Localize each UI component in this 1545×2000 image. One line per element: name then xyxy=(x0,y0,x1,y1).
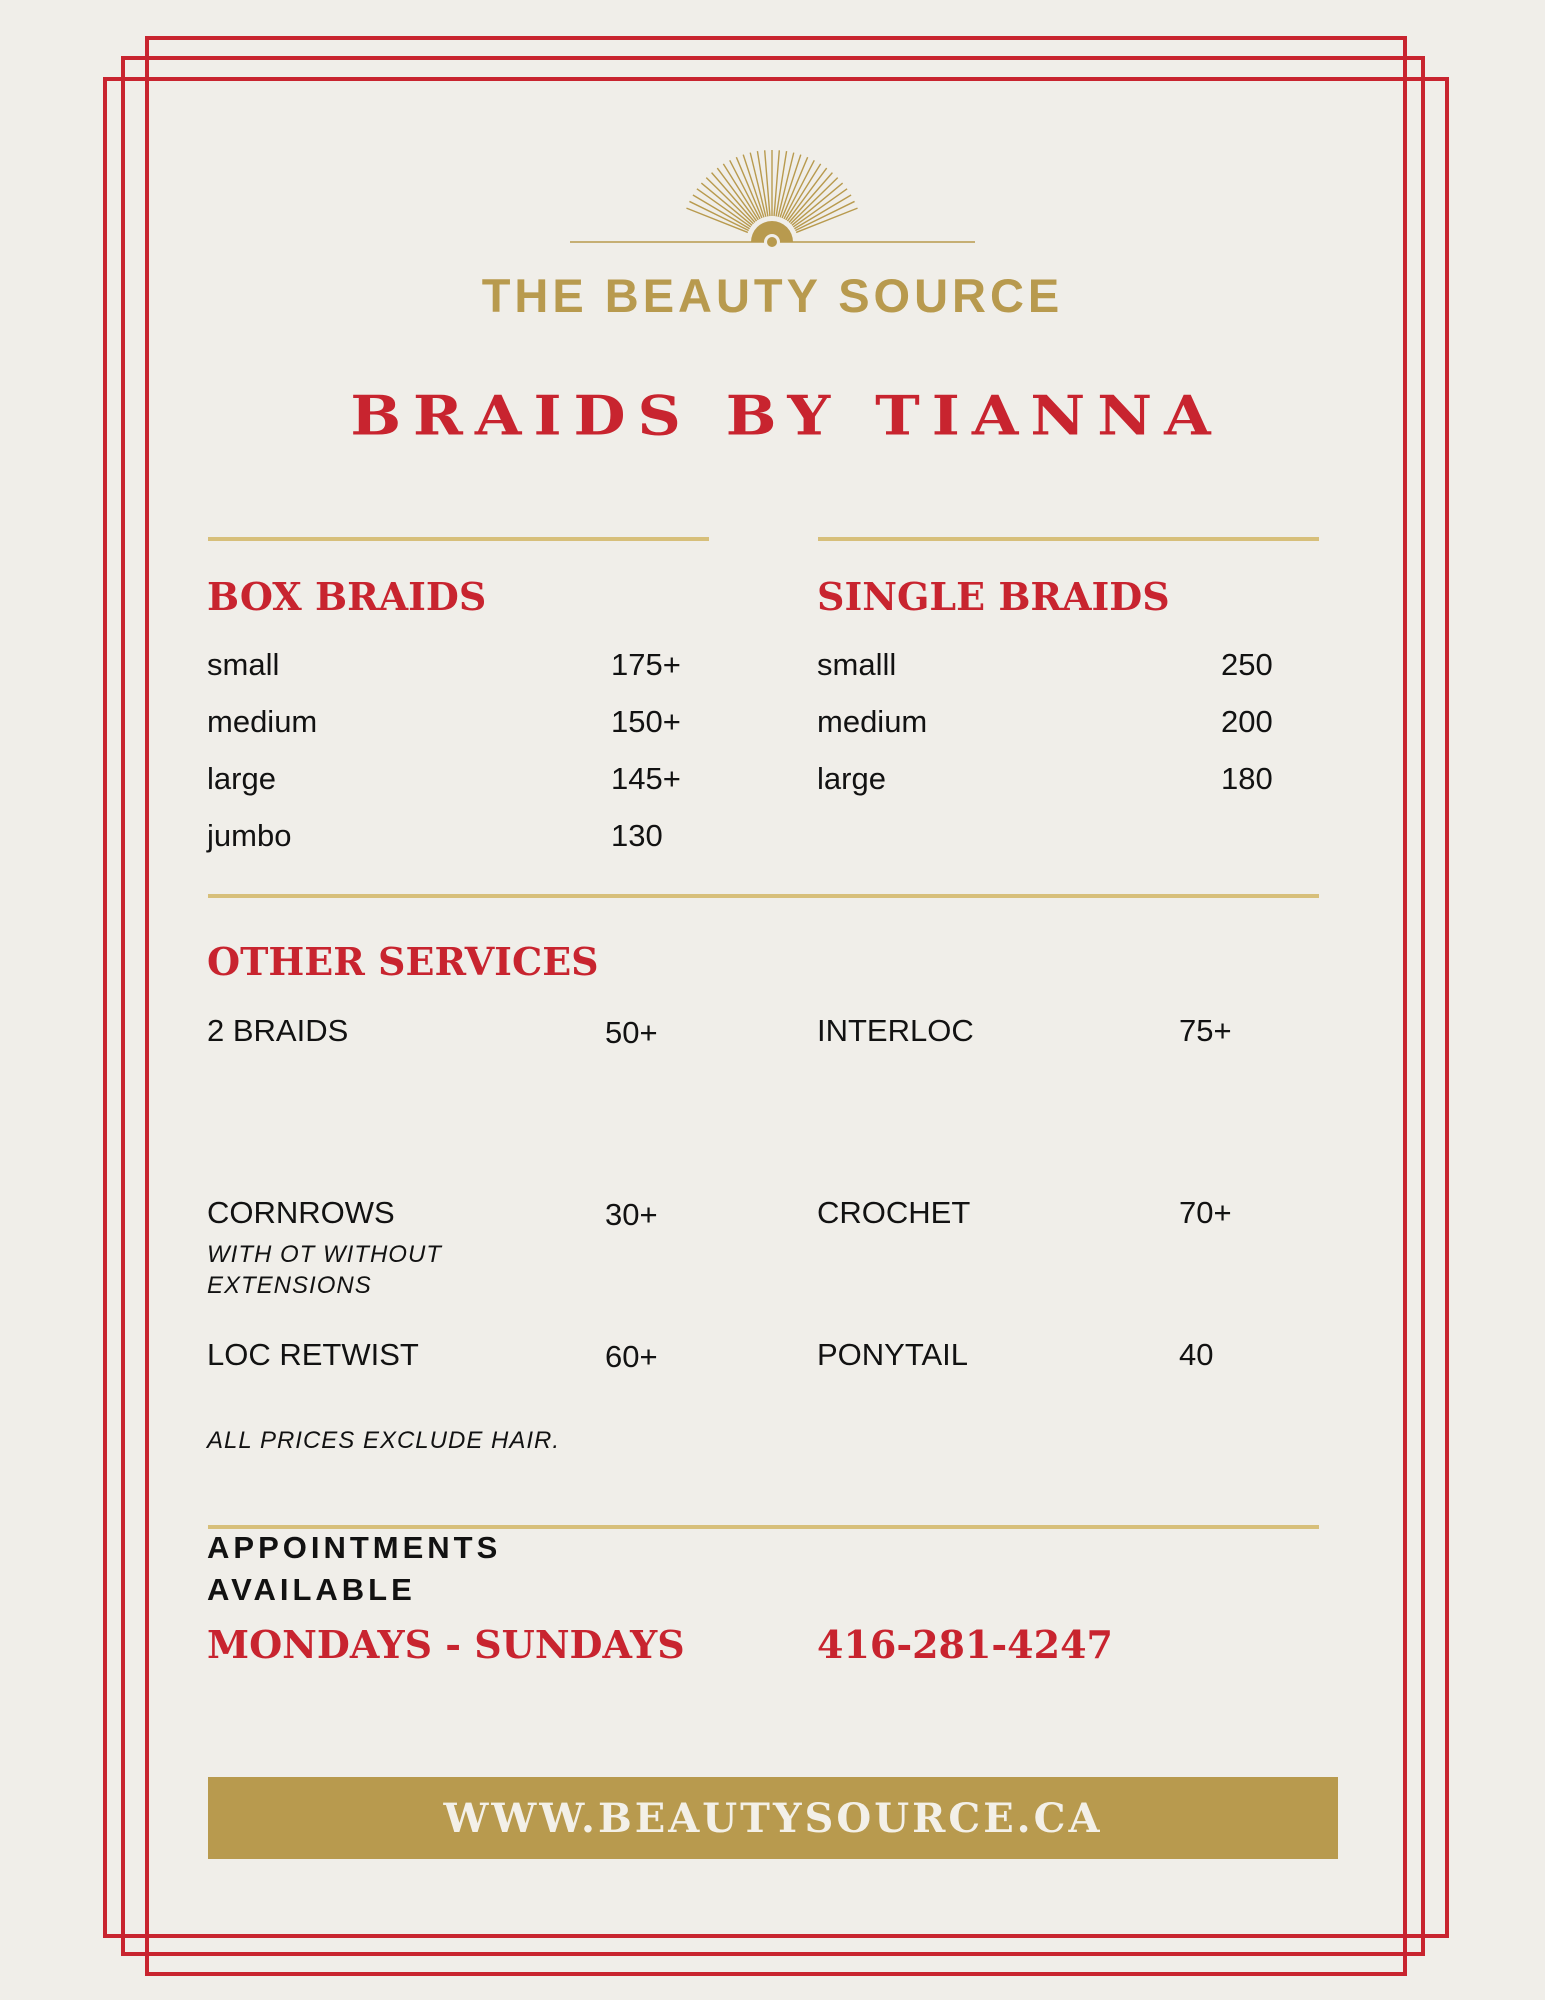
sunburst-icon xyxy=(565,135,980,255)
single-price-large: 180 xyxy=(1221,761,1273,796)
rule-right xyxy=(818,537,1319,541)
page-title: BRAIDS BY TIANNA xyxy=(350,385,1223,448)
sunburst-ray xyxy=(686,208,747,232)
service-cornrows: CORNROWS xyxy=(207,1195,395,1230)
service-crochet: CROCHET xyxy=(817,1195,971,1230)
prices-footnote: ALL PRICES EXCLUDE HAIR. xyxy=(207,1427,561,1454)
rule-middle xyxy=(208,894,1319,898)
single-price-medium: 200 xyxy=(1221,704,1273,739)
sunburst-ray xyxy=(765,150,770,216)
appointments-label xyxy=(207,1527,501,1611)
sunburst-ray xyxy=(796,208,857,232)
service-ponytail: PONYTAIL xyxy=(817,1337,969,1372)
single-item-small: smalll xyxy=(817,647,897,682)
single-price-small: 250 xyxy=(1221,647,1273,682)
rule-left xyxy=(208,537,709,541)
website-banner[interactable] xyxy=(208,1777,1338,1859)
appointments-line-2: AVAILABLE xyxy=(207,1572,416,1607)
box-price-small: 175+ xyxy=(611,647,681,682)
single-item-medium: medium xyxy=(817,704,928,739)
service-interloc-price: 75+ xyxy=(1179,1013,1232,1048)
service-2-braids-price: 50+ xyxy=(605,1015,658,1050)
appointment-days: MONDAYS - SUNDAYS xyxy=(207,1622,685,1667)
website-link[interactable]: WWW.BEAUTYSOURCE.CA xyxy=(443,1794,1103,1842)
appointments-line-1: APPOINTMENTS xyxy=(207,1530,502,1565)
box-item-small: small xyxy=(207,647,280,682)
outer-frame-c xyxy=(121,56,1425,1956)
brand-name: THE BEAUTY SOURCE xyxy=(481,269,1064,322)
box-price-jumbo: 130 xyxy=(611,818,663,853)
service-ponytail-price: 40 xyxy=(1179,1337,1214,1372)
service-interloc: INTERLOC xyxy=(817,1013,974,1048)
box-price-large: 145+ xyxy=(611,761,681,796)
box-item-medium: medium xyxy=(207,704,318,739)
service-cornrows-price: 30+ xyxy=(605,1197,658,1232)
single-braids-heading: SINGLE BRAIDS xyxy=(817,574,1170,619)
sunburst-ray xyxy=(776,151,786,216)
service-2-braids: 2 BRAIDS xyxy=(207,1013,349,1048)
service-crochet-price: 70+ xyxy=(1179,1195,1232,1230)
service-cornrows-note: WITH OT WITHOUT EXTENSIONS xyxy=(207,1241,442,1299)
phone-number[interactable]: 416-281-4247 xyxy=(817,1622,1113,1667)
single-item-large: large xyxy=(817,761,886,796)
other-services-heading: OTHER SERVICES xyxy=(207,939,599,984)
service-loc-retwist-price: 60+ xyxy=(605,1339,658,1374)
service-loc-retwist: LOC RETWIST xyxy=(207,1337,419,1372)
box-item-large: large xyxy=(207,761,276,796)
box-price-medium: 150+ xyxy=(611,704,681,739)
box-braids-heading: BOX BRAIDS xyxy=(207,574,487,619)
box-item-jumbo: jumbo xyxy=(207,818,292,853)
sunburst-ray xyxy=(757,151,767,216)
sunburst-ray xyxy=(774,150,779,216)
